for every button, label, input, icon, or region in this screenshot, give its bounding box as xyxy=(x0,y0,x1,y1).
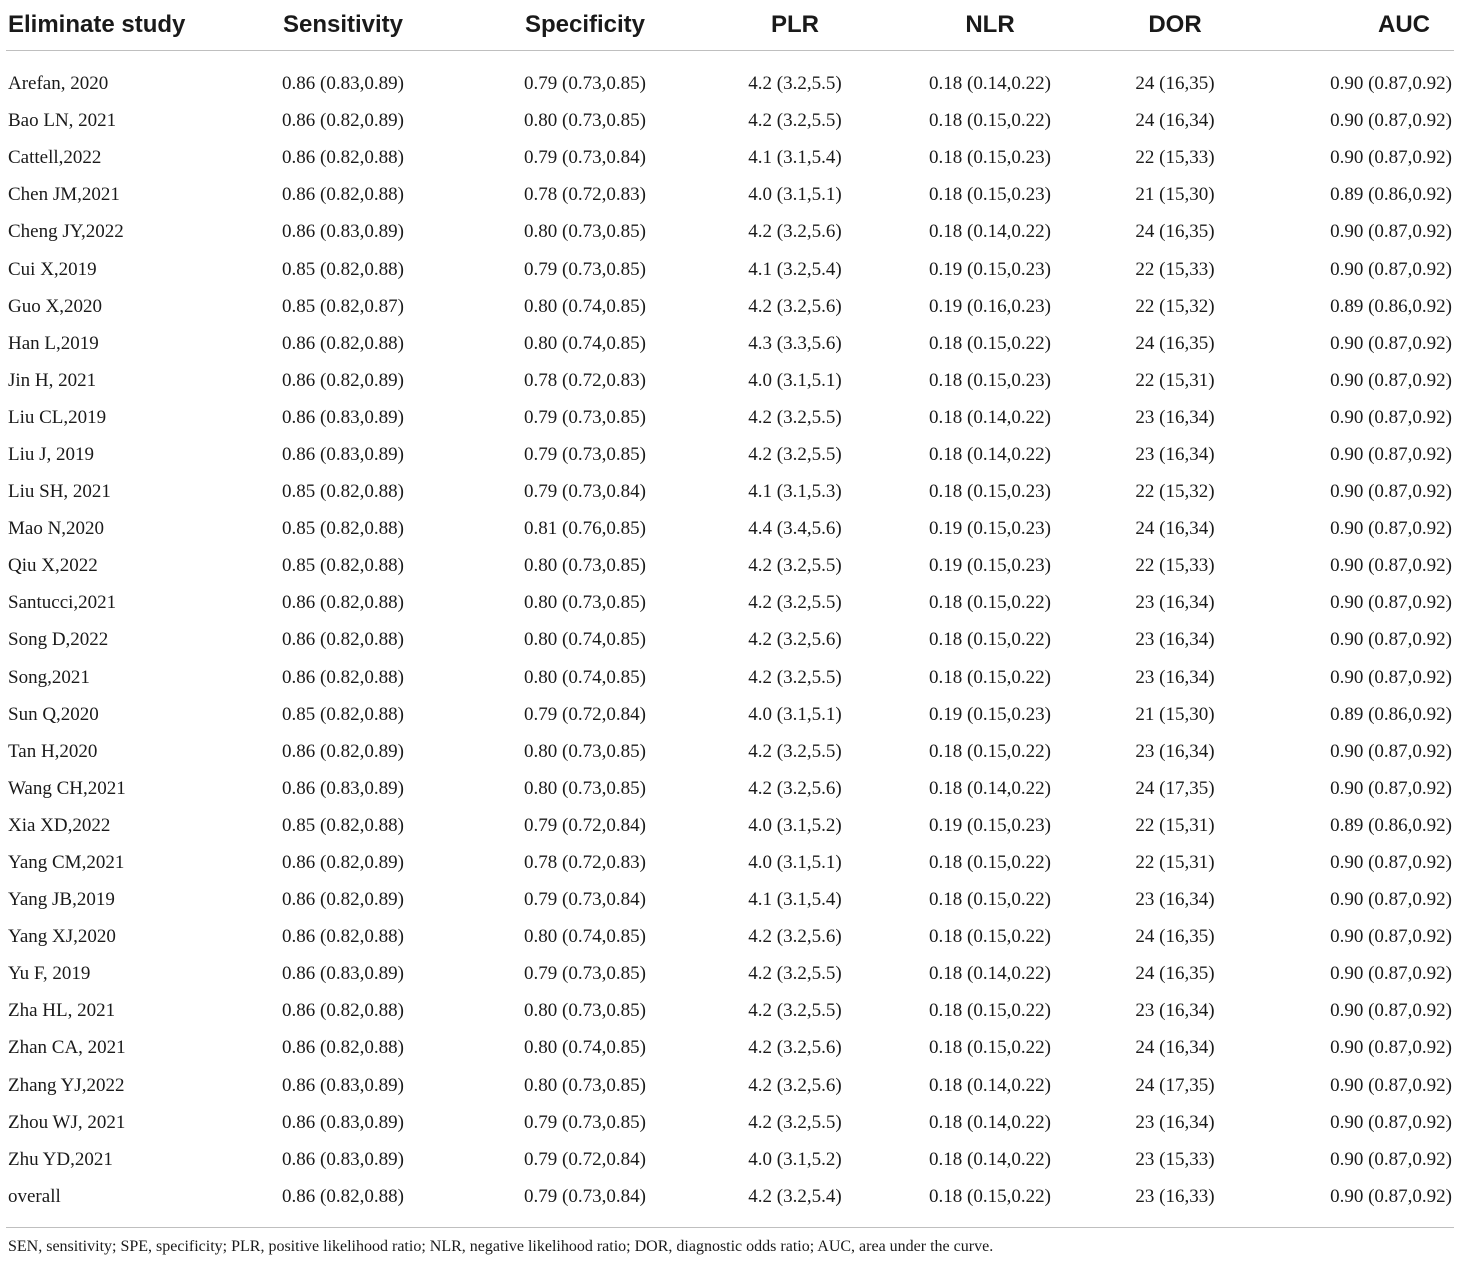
cell-specificity: 0.79 (0.73,0.85) xyxy=(524,73,646,95)
cell-sensitivity: 0.85 (0.82,0.88) xyxy=(282,518,404,540)
table-row xyxy=(6,992,1454,1029)
cell-plr: 4.4 (3.4,5.6) xyxy=(748,518,842,540)
cell-dor: 23 (16,33) xyxy=(1135,1185,1215,1207)
cell-dor: 22 (15,31) xyxy=(1135,814,1215,836)
cell-specificity: 0.79 (0.73,0.84) xyxy=(524,889,646,911)
cell-specificity: 0.79 (0.73,0.84) xyxy=(524,147,646,169)
cell-nlr: 0.18 (0.14,0.22) xyxy=(929,221,1051,243)
cell-dor: 23 (16,34) xyxy=(1135,666,1215,688)
cell-auc: 0.90 (0.87,0.92) xyxy=(1330,1185,1452,1207)
cell-study-name: Guo X,2020 xyxy=(8,295,102,317)
cell-sensitivity: 0.86 (0.82,0.88) xyxy=(282,147,404,169)
cell-nlr: 0.18 (0.15,0.22) xyxy=(929,332,1051,354)
cell-auc: 0.89 (0.86,0.92) xyxy=(1330,814,1452,836)
cell-plr: 4.2 (3.2,5.5) xyxy=(748,666,842,688)
table-row xyxy=(6,584,1454,621)
table-row xyxy=(6,807,1454,844)
cell-specificity: 0.81 (0.76,0.85) xyxy=(524,518,646,540)
cell-sensitivity: 0.85 (0.82,0.88) xyxy=(282,703,404,725)
cell-auc: 0.90 (0.87,0.92) xyxy=(1330,221,1452,243)
cell-study-name: Han L,2019 xyxy=(8,332,99,354)
table-row xyxy=(6,399,1454,436)
cell-specificity: 0.80 (0.73,0.85) xyxy=(524,740,646,762)
cell-nlr: 0.19 (0.16,0.23) xyxy=(929,295,1051,317)
cell-nlr: 0.18 (0.14,0.22) xyxy=(929,777,1051,799)
cell-sensitivity: 0.86 (0.82,0.89) xyxy=(282,889,404,911)
cell-plr: 4.2 (3.2,5.5) xyxy=(748,110,842,132)
header-nlr: NLR xyxy=(890,0,1090,51)
cell-auc: 0.90 (0.87,0.92) xyxy=(1330,369,1452,391)
header-plr: PLR xyxy=(700,0,890,51)
cell-dor: 24 (16,34) xyxy=(1135,110,1215,132)
cell-sensitivity: 0.85 (0.82,0.88) xyxy=(282,814,404,836)
cell-plr: 4.1 (3.2,5.4) xyxy=(748,258,842,280)
cell-study-name: Zhan CA, 2021 xyxy=(8,1037,126,1059)
cell-specificity: 0.80 (0.73,0.85) xyxy=(524,555,646,577)
cell-nlr: 0.18 (0.15,0.22) xyxy=(929,666,1051,688)
cell-study-name: Liu CL,2019 xyxy=(8,406,107,428)
cell-dor: 23 (16,34) xyxy=(1135,629,1215,651)
cell-sensitivity: 0.85 (0.82,0.87) xyxy=(282,295,404,317)
table-footnote: SEN, sensitivity; SPE, specificity; PLR, positive likelihood ratio; NLR, negative likelihood ratio; DOR, diagnostic odds ratio; AUC, area under the curve. xyxy=(8,1238,994,1255)
header-spacer xyxy=(6,51,1454,66)
cell-specificity: 0.78 (0.72,0.83) xyxy=(524,184,646,206)
cell-sensitivity: 0.86 (0.83,0.89) xyxy=(282,1111,404,1133)
cell-specificity: 0.80 (0.74,0.85) xyxy=(524,629,646,651)
cell-auc: 0.90 (0.87,0.92) xyxy=(1330,1037,1452,1059)
cell-nlr: 0.18 (0.15,0.22) xyxy=(929,1000,1051,1022)
cell-dor: 24 (16,34) xyxy=(1135,518,1215,540)
sensitivity-analysis-table xyxy=(6,0,1454,1215)
cell-dor: 22 (15,33) xyxy=(1135,258,1215,280)
cell-plr: 4.2 (3.2,5.5) xyxy=(748,592,842,614)
cell-specificity: 0.79 (0.73,0.84) xyxy=(524,1185,646,1207)
cell-study-name: Xia XD,2022 xyxy=(8,814,111,836)
cell-dor: 22 (15,33) xyxy=(1135,555,1215,577)
cell-specificity: 0.80 (0.73,0.85) xyxy=(524,1000,646,1022)
table-row xyxy=(6,473,1454,510)
cell-study-name: Yang JB,2019 xyxy=(8,889,115,911)
table-row xyxy=(6,250,1454,287)
cell-dor: 21 (15,30) xyxy=(1135,184,1215,206)
cell-auc: 0.90 (0.87,0.92) xyxy=(1330,592,1452,614)
cell-plr: 4.1 (3.1,5.4) xyxy=(748,889,842,911)
table-row xyxy=(6,918,1454,955)
cell-dor: 23 (16,34) xyxy=(1135,406,1215,428)
table-row xyxy=(6,176,1454,213)
cell-specificity: 0.80 (0.73,0.85) xyxy=(524,777,646,799)
cell-sensitivity: 0.85 (0.82,0.88) xyxy=(282,258,404,280)
cell-study-name: Tan H,2020 xyxy=(8,740,98,762)
cell-sensitivity: 0.86 (0.82,0.88) xyxy=(282,1000,404,1022)
cell-auc: 0.90 (0.87,0.92) xyxy=(1330,258,1452,280)
table-row xyxy=(6,1141,1454,1178)
table-row xyxy=(6,844,1454,881)
cell-study-name: Santucci,2021 xyxy=(8,592,117,614)
cell-plr: 4.2 (3.2,5.5) xyxy=(748,555,842,577)
cell-nlr: 0.19 (0.15,0.23) xyxy=(929,258,1051,280)
cell-auc: 0.90 (0.87,0.92) xyxy=(1330,1074,1452,1096)
cell-auc: 0.90 (0.87,0.92) xyxy=(1330,740,1452,762)
cell-study-name: Zhou WJ, 2021 xyxy=(8,1111,126,1133)
cell-plr: 4.1 (3.1,5.4) xyxy=(748,147,842,169)
cell-auc: 0.90 (0.87,0.92) xyxy=(1330,110,1452,132)
cell-sensitivity: 0.86 (0.82,0.88) xyxy=(282,184,404,206)
cell-plr: 4.0 (3.1,5.2) xyxy=(748,814,842,836)
cell-nlr: 0.18 (0.14,0.22) xyxy=(929,963,1051,985)
cell-sensitivity: 0.86 (0.83,0.89) xyxy=(282,1074,404,1096)
cell-dor: 23 (16,34) xyxy=(1135,1000,1215,1022)
cell-study-name: Chen JM,2021 xyxy=(8,184,120,206)
cell-specificity: 0.79 (0.73,0.85) xyxy=(524,258,646,280)
cell-study-name: Cattell,2022 xyxy=(8,147,102,169)
cell-dor: 23 (16,34) xyxy=(1135,592,1215,614)
cell-plr: 4.0 (3.1,5.2) xyxy=(748,1148,842,1170)
table-row xyxy=(6,733,1454,770)
cell-sensitivity: 0.86 (0.83,0.89) xyxy=(282,777,404,799)
header-eliminate-study: Eliminate study xyxy=(6,0,216,51)
table-row xyxy=(6,362,1454,399)
cell-plr: 4.0 (3.1,5.1) xyxy=(748,369,842,391)
cell-study-name: overall xyxy=(8,1185,61,1207)
cell-dor: 23 (16,34) xyxy=(1135,1111,1215,1133)
cell-dor: 24 (16,34) xyxy=(1135,1037,1215,1059)
cell-sensitivity: 0.86 (0.83,0.89) xyxy=(282,406,404,428)
table-row xyxy=(6,621,1454,658)
cell-specificity: 0.79 (0.72,0.84) xyxy=(524,703,646,725)
cell-specificity: 0.80 (0.73,0.85) xyxy=(524,110,646,132)
cell-auc: 0.90 (0.87,0.92) xyxy=(1330,1000,1452,1022)
cell-nlr: 0.18 (0.14,0.22) xyxy=(929,1074,1051,1096)
cell-auc: 0.90 (0.87,0.92) xyxy=(1330,852,1452,874)
cell-plr: 4.0 (3.1,5.1) xyxy=(748,703,842,725)
cell-nlr: 0.18 (0.15,0.22) xyxy=(929,629,1051,651)
cell-study-name: Qiu X,2022 xyxy=(8,555,98,577)
cell-plr: 4.2 (3.2,5.5) xyxy=(748,406,842,428)
cell-auc: 0.90 (0.87,0.92) xyxy=(1330,926,1452,948)
cell-study-name: Liu SH, 2021 xyxy=(8,481,111,503)
cell-sensitivity: 0.85 (0.82,0.88) xyxy=(282,481,404,503)
cell-auc: 0.90 (0.87,0.92) xyxy=(1330,963,1452,985)
table-row xyxy=(6,1029,1454,1066)
cell-nlr: 0.19 (0.15,0.23) xyxy=(929,555,1051,577)
cell-nlr: 0.18 (0.14,0.22) xyxy=(929,1111,1051,1133)
cell-nlr: 0.18 (0.15,0.22) xyxy=(929,1037,1051,1059)
cell-plr: 4.2 (3.2,5.5) xyxy=(748,1000,842,1022)
cell-specificity: 0.79 (0.73,0.85) xyxy=(524,406,646,428)
cell-plr: 4.2 (3.2,5.6) xyxy=(748,777,842,799)
table-row xyxy=(6,1104,1454,1141)
cell-auc: 0.89 (0.86,0.92) xyxy=(1330,184,1452,206)
cell-sensitivity: 0.86 (0.82,0.88) xyxy=(282,666,404,688)
table-row xyxy=(6,659,1454,696)
cell-specificity: 0.79 (0.73,0.85) xyxy=(524,1111,646,1133)
cell-study-name: Jin H, 2021 xyxy=(8,369,97,391)
cell-plr: 4.2 (3.2,5.6) xyxy=(748,1074,842,1096)
cell-dor: 24 (16,35) xyxy=(1135,963,1215,985)
table-bottom-rule xyxy=(6,1227,1454,1228)
cell-plr: 4.1 (3.1,5.3) xyxy=(748,481,842,503)
cell-auc: 0.90 (0.87,0.92) xyxy=(1330,332,1452,354)
cell-study-name: Cheng JY,2022 xyxy=(8,221,124,243)
cell-study-name: Song D,2022 xyxy=(8,629,109,651)
cell-study-name: Zhang YJ,2022 xyxy=(8,1074,125,1096)
cell-specificity: 0.78 (0.72,0.83) xyxy=(524,369,646,391)
cell-dor: 23 (16,34) xyxy=(1135,889,1215,911)
cell-sensitivity: 0.86 (0.83,0.89) xyxy=(282,443,404,465)
cell-study-name: Mao N,2020 xyxy=(8,518,105,540)
cell-study-name: Liu J, 2019 xyxy=(8,443,95,465)
cell-plr: 4.2 (3.2,5.5) xyxy=(748,443,842,465)
cell-sensitivity: 0.85 (0.82,0.88) xyxy=(282,555,404,577)
table-row xyxy=(6,139,1454,176)
cell-nlr: 0.18 (0.15,0.22) xyxy=(929,889,1051,911)
cell-specificity: 0.80 (0.74,0.85) xyxy=(524,666,646,688)
sensitivity-analysis-table-wrapper xyxy=(6,0,1454,1215)
cell-auc: 0.90 (0.87,0.92) xyxy=(1330,406,1452,428)
cell-nlr: 0.18 (0.15,0.22) xyxy=(929,852,1051,874)
cell-auc: 0.90 (0.87,0.92) xyxy=(1330,629,1452,651)
cell-auc: 0.90 (0.87,0.92) xyxy=(1330,666,1452,688)
cell-nlr: 0.18 (0.14,0.22) xyxy=(929,406,1051,428)
cell-nlr: 0.19 (0.15,0.23) xyxy=(929,814,1051,836)
cell-auc: 0.90 (0.87,0.92) xyxy=(1330,73,1452,95)
cell-auc: 0.89 (0.86,0.92) xyxy=(1330,295,1452,317)
cell-dor: 24 (17,35) xyxy=(1135,777,1215,799)
cell-sensitivity: 0.86 (0.82,0.89) xyxy=(282,852,404,874)
cell-dor: 22 (15,32) xyxy=(1135,481,1215,503)
cell-specificity: 0.80 (0.73,0.85) xyxy=(524,1074,646,1096)
cell-sensitivity: 0.86 (0.83,0.89) xyxy=(282,963,404,985)
cell-sensitivity: 0.86 (0.82,0.88) xyxy=(282,332,404,354)
cell-auc: 0.90 (0.87,0.92) xyxy=(1330,518,1452,540)
cell-study-name: Zhu YD,2021 xyxy=(8,1148,113,1170)
cell-dor: 24 (16,35) xyxy=(1135,926,1215,948)
cell-dor: 24 (16,35) xyxy=(1135,221,1215,243)
cell-specificity: 0.79 (0.72,0.84) xyxy=(524,814,646,836)
cell-plr: 4.2 (3.2,5.6) xyxy=(748,1037,842,1059)
cell-study-name: Zha HL, 2021 xyxy=(8,1000,116,1022)
table-header xyxy=(6,0,1454,51)
cell-dor: 22 (15,32) xyxy=(1135,295,1215,317)
cell-nlr: 0.18 (0.15,0.23) xyxy=(929,147,1051,169)
cell-specificity: 0.79 (0.72,0.84) xyxy=(524,1148,646,1170)
cell-specificity: 0.80 (0.74,0.85) xyxy=(524,295,646,317)
cell-dor: 23 (16,34) xyxy=(1135,443,1215,465)
cell-auc: 0.90 (0.87,0.92) xyxy=(1330,889,1452,911)
cell-plr: 4.0 (3.1,5.1) xyxy=(748,184,842,206)
cell-plr: 4.2 (3.2,5.6) xyxy=(748,295,842,317)
cell-nlr: 0.18 (0.15,0.22) xyxy=(929,1185,1051,1207)
cell-study-name: Sun Q,2020 xyxy=(8,703,99,725)
table-row xyxy=(6,288,1454,325)
cell-auc: 0.90 (0.87,0.92) xyxy=(1330,555,1452,577)
table-row xyxy=(6,547,1454,584)
cell-auc: 0.90 (0.87,0.92) xyxy=(1330,1111,1452,1133)
cell-sensitivity: 0.86 (0.82,0.89) xyxy=(282,740,404,762)
header-auc: AUC xyxy=(1260,0,1454,51)
cell-specificity: 0.78 (0.72,0.83) xyxy=(524,852,646,874)
cell-plr: 4.2 (3.2,5.5) xyxy=(748,740,842,762)
cell-dor: 23 (15,33) xyxy=(1135,1148,1215,1170)
cell-nlr: 0.18 (0.15,0.22) xyxy=(929,110,1051,132)
table-row xyxy=(6,881,1454,918)
cell-specificity: 0.80 (0.74,0.85) xyxy=(524,332,646,354)
cell-study-name: Cui X,2019 xyxy=(8,258,97,280)
table-row xyxy=(6,436,1454,473)
cell-specificity: 0.80 (0.73,0.85) xyxy=(524,221,646,243)
cell-auc: 0.89 (0.86,0.92) xyxy=(1330,703,1452,725)
table-row xyxy=(6,955,1454,992)
header-sensitivity: Sensitivity xyxy=(216,0,470,51)
cell-plr: 4.2 (3.2,5.6) xyxy=(748,629,842,651)
cell-nlr: 0.19 (0.15,0.23) xyxy=(929,703,1051,725)
table-row xyxy=(6,510,1454,547)
cell-nlr: 0.18 (0.15,0.22) xyxy=(929,926,1051,948)
cell-dor: 24 (16,35) xyxy=(1135,73,1215,95)
cell-dor: 22 (15,31) xyxy=(1135,852,1215,874)
header-row xyxy=(6,0,1454,51)
cell-sensitivity: 0.86 (0.82,0.88) xyxy=(282,592,404,614)
cell-dor: 24 (16,35) xyxy=(1135,332,1215,354)
cell-nlr: 0.18 (0.15,0.23) xyxy=(929,369,1051,391)
cell-sensitivity: 0.86 (0.82,0.88) xyxy=(282,1037,404,1059)
cell-specificity: 0.80 (0.73,0.85) xyxy=(524,592,646,614)
cell-study-name: Wang CH,2021 xyxy=(8,777,126,799)
cell-study-name: Yu F, 2019 xyxy=(8,963,91,985)
cell-auc: 0.90 (0.87,0.92) xyxy=(1330,1148,1452,1170)
cell-sensitivity: 0.86 (0.82,0.88) xyxy=(282,1185,404,1207)
cell-nlr: 0.18 (0.15,0.23) xyxy=(929,481,1051,503)
cell-study-name: Bao LN, 2021 xyxy=(8,110,117,132)
header-specificity: Specificity xyxy=(470,0,700,51)
cell-specificity: 0.80 (0.74,0.85) xyxy=(524,1037,646,1059)
cell-plr: 4.2 (3.2,5.5) xyxy=(748,963,842,985)
table-row xyxy=(6,770,1454,807)
cell-nlr: 0.18 (0.14,0.22) xyxy=(929,73,1051,95)
cell-study-name: Yang XJ,2020 xyxy=(8,926,116,948)
table-row xyxy=(6,1067,1454,1104)
cell-plr: 4.0 (3.1,5.1) xyxy=(748,852,842,874)
cell-nlr: 0.18 (0.15,0.22) xyxy=(929,592,1051,614)
table-row xyxy=(6,213,1454,250)
header-dor: DOR xyxy=(1090,0,1260,51)
cell-auc: 0.90 (0.87,0.92) xyxy=(1330,147,1452,169)
cell-sensitivity: 0.86 (0.82,0.89) xyxy=(282,110,404,132)
cell-nlr: 0.18 (0.14,0.22) xyxy=(929,1148,1051,1170)
table-row xyxy=(6,325,1454,362)
cell-plr: 4.2 (3.2,5.6) xyxy=(748,926,842,948)
cell-sensitivity: 0.86 (0.83,0.89) xyxy=(282,1148,404,1170)
cell-sensitivity: 0.86 (0.83,0.89) xyxy=(282,73,404,95)
cell-specificity: 0.79 (0.73,0.85) xyxy=(524,443,646,465)
cell-sensitivity: 0.86 (0.82,0.88) xyxy=(282,926,404,948)
cell-sensitivity: 0.86 (0.82,0.89) xyxy=(282,369,404,391)
table-row xyxy=(6,102,1454,139)
cell-nlr: 0.18 (0.14,0.22) xyxy=(929,443,1051,465)
cell-sensitivity: 0.86 (0.83,0.89) xyxy=(282,221,404,243)
table-body xyxy=(6,51,1454,1215)
cell-dor: 23 (16,34) xyxy=(1135,740,1215,762)
table-row xyxy=(6,696,1454,733)
cell-plr: 4.2 (3.2,5.6) xyxy=(748,221,842,243)
table-row xyxy=(6,65,1454,102)
cell-specificity: 0.79 (0.73,0.84) xyxy=(524,481,646,503)
cell-study-name: Song,2021 xyxy=(8,666,90,688)
table-row xyxy=(6,1178,1454,1215)
cell-specificity: 0.79 (0.73,0.85) xyxy=(524,963,646,985)
cell-nlr: 0.19 (0.15,0.23) xyxy=(929,518,1051,540)
cell-dor: 24 (17,35) xyxy=(1135,1074,1215,1096)
cell-plr: 4.2 (3.2,5.5) xyxy=(748,73,842,95)
cell-plr: 4.2 (3.2,5.4) xyxy=(748,1185,842,1207)
cell-plr: 4.2 (3.2,5.5) xyxy=(748,1111,842,1133)
cell-auc: 0.90 (0.87,0.92) xyxy=(1330,777,1452,799)
cell-study-name: Arefan, 2020 xyxy=(8,73,109,95)
cell-auc: 0.90 (0.87,0.92) xyxy=(1330,481,1452,503)
cell-specificity: 0.80 (0.74,0.85) xyxy=(524,926,646,948)
cell-nlr: 0.18 (0.15,0.23) xyxy=(929,184,1051,206)
cell-dor: 21 (15,30) xyxy=(1135,703,1215,725)
cell-sensitivity: 0.86 (0.82,0.88) xyxy=(282,629,404,651)
cell-plr: 4.3 (3.3,5.6) xyxy=(748,332,842,354)
cell-auc: 0.90 (0.87,0.92) xyxy=(1330,443,1452,465)
cell-study-name: Yang CM,2021 xyxy=(8,852,125,874)
cell-nlr: 0.18 (0.15,0.22) xyxy=(929,740,1051,762)
cell-dor: 22 (15,33) xyxy=(1135,147,1215,169)
cell-dor: 22 (15,31) xyxy=(1135,369,1215,391)
